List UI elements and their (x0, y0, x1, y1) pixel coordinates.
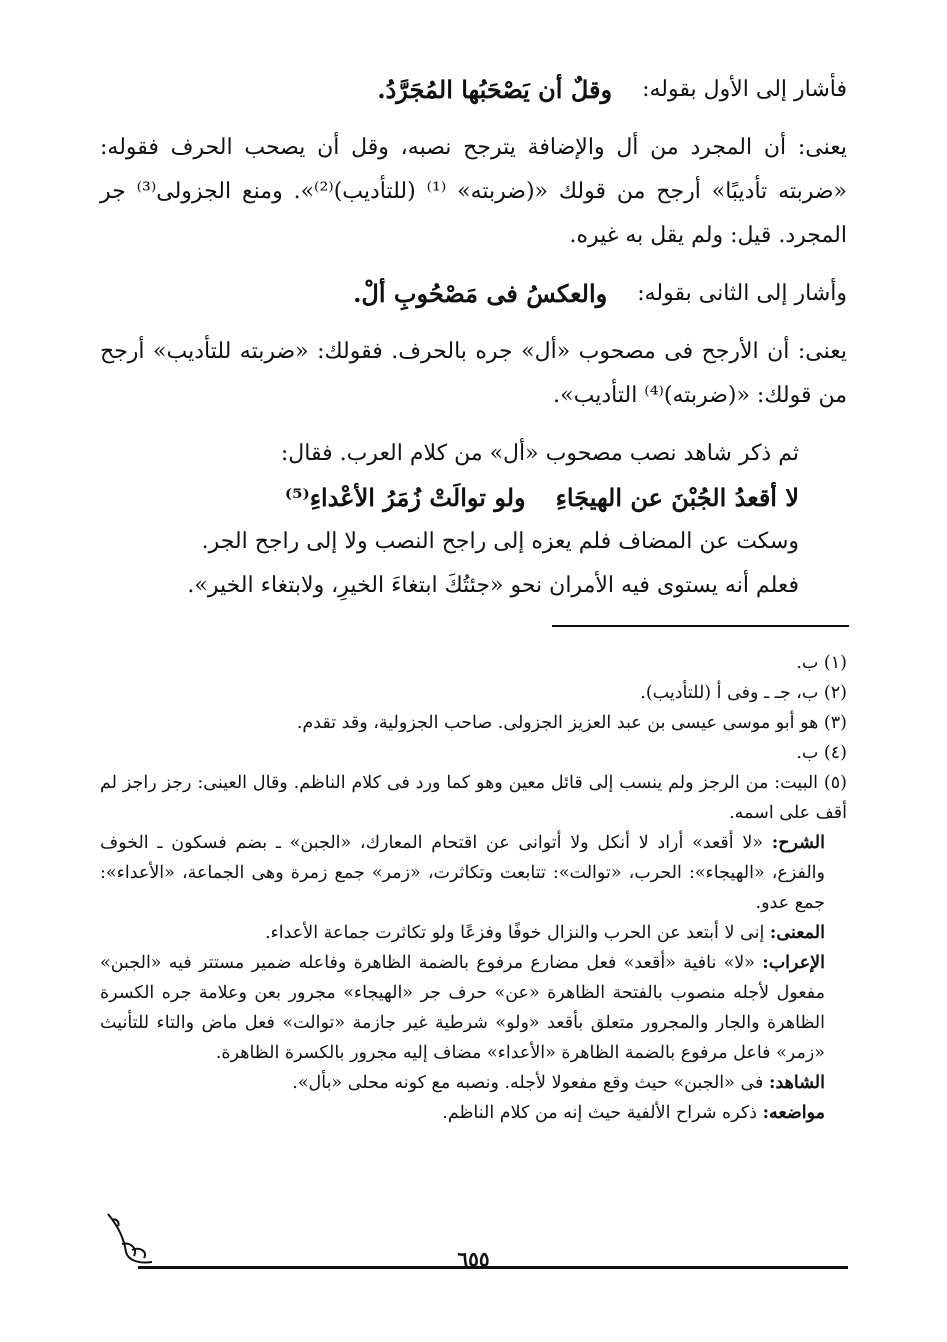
maana-label: المعنى: (769, 923, 825, 943)
bottom-rule (138, 1266, 848, 1269)
footnote-irab (100, 948, 847, 1068)
main-text (100, 68, 847, 608)
footnote-2: (٢) ب، جـ ـ وفى أ (للتأديب). (640, 683, 847, 703)
footnote-5: (٥) البيت: من الرجز ولم ينسب إلى قائل معين وهو كما ورد فى كلام الناظم. وقال العينى: رجز راجز لم أقف على اسمه. (100, 773, 847, 823)
footnote-sharh (100, 828, 847, 918)
maana-text: إنى لا أبتعد عن الحرب والنزال خوفًا وفزعًا ولو تكاثرت جماعة الأعداء. (264, 923, 765, 943)
paragraph-1: يعنى: أن المجرد من أل والإضافة يترجح نصبه، وقل أن يصحب الحرف فقوله: «ضربته تأديبًا» أرجح من قولك «(ضربته» ⁽¹⁾ (للتأديب)⁽²⁾». ومنع الجزولى⁽³⁾ جر المجرد. قيل: ولم يقل به غيره. (100, 135, 847, 248)
footnote-4: (٤) ب. (796, 743, 847, 763)
footnote-maana (100, 918, 847, 948)
footnote-separator (552, 625, 849, 627)
heading-line-1 (100, 68, 847, 112)
sharh-text: «لا أقعد» أراد لا أنكل ولا أتوانى عن اقتحام المعارك، «الجبن» ـ بضم فسكون ـ الخوف والفزع، «الهيجاء»: الحرب، «توالت»: تتابعت وتكاثرت، «زمر» جمع زمرة وهى الجماعة، «الأعداء»: جمع عدو. (100, 833, 825, 913)
heading-1-intro: فأشار إلى الأول بقوله: (642, 77, 847, 102)
verse-second-hemistich: ولو توالَتْ زُمَرُ الأعْداءِ⁽⁵⁾ (284, 483, 526, 512)
paragraph-3: ثم ذكر شاهد نصب مصحوب «أل» من كلام العرب. فقال: (280, 441, 799, 466)
heading-2-intro: وأشار إلى الثانى بقوله: (637, 281, 847, 306)
irab-label: الإعراب: (762, 953, 825, 973)
irab-text: «لا» نافية «أقعد» فعل مضارع مرفوع بالضمة الظاهرة وفاعله ضمير مستتر فيه «الجبن» مفعول لأجله منصوب بالفتحة الظاهرة «عن» حرف جر «الهيجاء» مجرور بعن وعلامة جره الكسرة الظاهرة والجار والمجرور متعلق بأقعد «ولو» شرطية غير جازمة «توالت» فعل ماض والتاء للتأنيث «زمر» فاعل مرفوع بالضمة الظاهرة «الأعداء» مضاف إليه مجرور بالكسرة الظاهرة. (100, 953, 825, 1063)
footnote-shahid (100, 1068, 847, 1098)
footnotes (100, 648, 847, 1128)
verse-first-hemistich: لا أقعدُ الجُبْنَ عن الهيجَاءِ (555, 483, 799, 512)
paragraph-2: يعنى: أن الأرجح فى مصحوب «أل» جره بالحرف. فقولك: «ضربته للتأديب» أرجح من قولك: «(ضربته)⁽⁴⁾ التأديب». (100, 339, 847, 408)
mawadi-label: مواضعه: (762, 1103, 825, 1123)
footnote-1: (١) ب. (796, 653, 847, 673)
shahid-text: فى «الجبن» حيث وقع مفعولا لأجله. ونصبه مع كونه محلى «بأل». (292, 1073, 764, 1093)
poetry-verse (100, 476, 847, 520)
shahid-label: الشاهد: (768, 1073, 825, 1093)
paragraph-5: فعلم أنه يستوى فيه الأمران نحو «جئتُكَ ابتغاءَ الخيرِ، ولابتغاء الخير». (187, 573, 799, 598)
footnote-3: (٣) هو أبو موسى عيسى بن عبد العزيز الجزولى. صاحب الجزولية، وقد تقدم. (296, 713, 847, 733)
heading-2-verse: والعكسُ فى مَصْحُوبِ ألْ. (353, 279, 608, 308)
heading-1-verse: وقلٌ أن يَصْحَبُها المُجَرَّدُ. (377, 75, 613, 104)
heading-line-2 (100, 272, 847, 316)
footnote-mawadi (100, 1098, 847, 1128)
page-number: ٦٥٥ (457, 1247, 490, 1271)
sharh-label: الشرح: (771, 833, 825, 853)
mawadi-text: ذكره شراح الألفية حيث إنه من كلام الناظم. (442, 1103, 757, 1123)
paragraph-4: وسكت عن المضاف فلم يعزه إلى راجح النصب ولا إلى راجح الجر. (201, 529, 799, 554)
